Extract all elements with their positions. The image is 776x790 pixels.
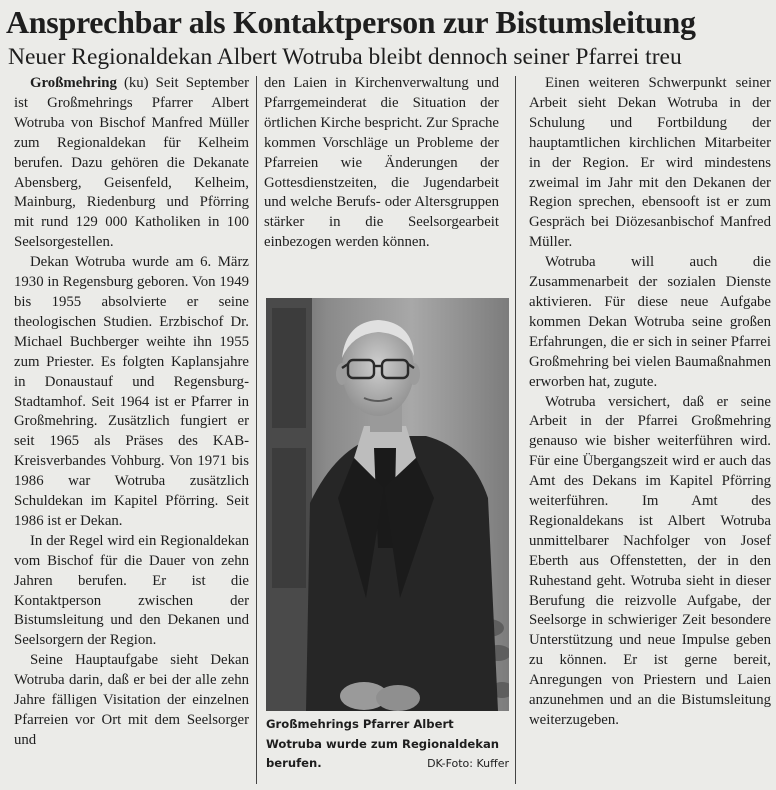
paragraph: In der Regel wird ein Regionaldekan vom Bischof für die Dauer von zehn Jahren berufen. Er ist die Kontaktperson zwischen der Bistumsleitung und den Dekanen und Seelsorgern der Region. xyxy=(14,532,249,649)
dateline: Großmehring xyxy=(30,75,117,91)
article-column-3 xyxy=(529,74,771,731)
paragraph xyxy=(14,74,249,253)
paragraph: Dekan Wotruba wurde am 6. März 1930 in Regensburg geboren. Von 1949 bis 1955 absolvierte er seine theologischen Studien. Erzbischof Dr. Michael Buchberger weihte ihn 1955 zum Priester. Es folgten Kaplansjahre in Donaustauf und Regensburg-Stadtamhof. Seit 1964 ist er Pfarrer in Großmehring. Zusätzlich fungiert er seit 1965 als Präses des KAB-Kreisverbandes Vohburg. Von 1971 bis 1986 war Wotruba zusätzlich Schuldekan im Kapitel Pförring. Seit 1986 ist er Dekan. xyxy=(14,254,249,529)
column-divider-2 xyxy=(515,76,516,784)
paragraph: Wotruba will auch die Zusammenarbeit der sozialen Dienste aktivieren. Für diese neue Aufgabe kommen Dekan Wotruba seine großen Erfahrungen, die er sich in seiner Pfarrei Großmehring bei vielen Baumaßnahmen erworben hat, zugute. xyxy=(529,254,771,390)
photo-caption xyxy=(266,715,509,774)
paragraph: Wotruba versichert, daß er seine Arbeit in der Pfarrei Großmehring genauso wie bisher weiterführen wird. Für eine Übergangszeit wird er auch das Amt des Dekans im Kapitel Pförring weiterführen. Im Amt des Regionaldekans ist Albert Wotruba unmittelbarer Nachfolger von Josef Eberth aus Offenstetten, der in den Ruhestand geht. Wotruba sieht in dieser Berufung die reizvolle Aufgabe, der Seelsorge in schwieriger Zeit besondere Unterstützung und neue Impulse geben zu können. Er ist gerne bereit, Anregungen von Priestern und Laien anzunehmen und an die Bistumsleitung weiterzugeben. xyxy=(529,393,771,728)
article-column-2 xyxy=(264,74,499,253)
column-divider-1 xyxy=(256,76,257,784)
paragraph: Einen weiteren Schwerpunkt seiner Arbeit sieht Dekan Wotruba in der Schulung und Fortbildung der hauptamtlichen kirchlichen Mitarbeiter in der Region. Er wird mindestens zweimal im Jahr mit den Dekanen der Region sprechen, ebensooft ist er zum Gespräch bei Diözesanbischof Manfred Müller. xyxy=(529,75,771,251)
headline: Ansprechbar als Kontaktperson zur Bistumsleitung xyxy=(6,4,696,40)
subheadline: Neuer Regionaldekan Albert Wotruba bleibt dennoch seiner Pfarrei treu xyxy=(8,44,682,70)
priest-portrait-image xyxy=(266,298,509,711)
article-column-1 xyxy=(14,74,249,751)
photo-credit: DK-Foto: Kuffer xyxy=(427,757,509,770)
paragraph-text: (ku) Seit September ist Großmehrings Pfarrer Albert Wotruba von Bischof Manfred Müller zum Regionaldekan für Kelheim berufen. Dazu gehören die Dekanate Abensberg, Geisenfeld, Kelheim, Mainburg, Riedenburg und Pförring mit rund 129 000 Katholiken in 100 Seelsorgestellen. xyxy=(14,75,249,251)
paragraph: Seine Hauptaufgabe sieht Dekan Wotruba darin, daß er bei der alle zehn Jahre fälligen Visitation der einzelnen Pfarreien vor Ort mit dem Seelsorger und xyxy=(14,652,249,748)
paragraph: den Laien in Kirchenverwaltung und Pfarrgemeinderat die Situation der örtlichen Kirche bespricht. Zur Sprache kommen Vorschläge un Probleme der Pfarreien wie Änderungen der Gottesdienstzeiten, die Jugendarbeit und welche Berufs- oder Altersgruppen stärker in die Seelsorgearbeit einbezogen werden können. xyxy=(264,75,499,251)
portrait-photo xyxy=(266,298,509,711)
caption-text: Großmehrings Pfarrer Albert Wotruba wurde zum Regionaldekan berufen. xyxy=(266,717,500,770)
